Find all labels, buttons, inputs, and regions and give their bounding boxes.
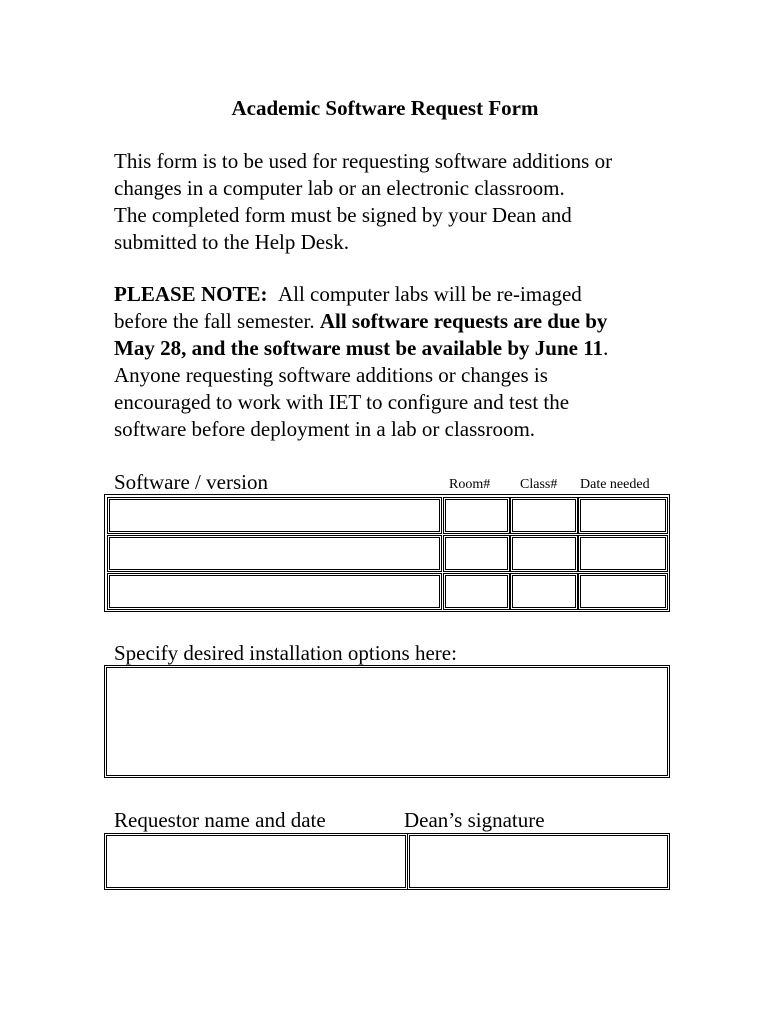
intro-line: submitted to the Help Desk. [114,230,350,254]
note-line: software before deployment in a lab or classroom. [114,417,536,441]
note-text: before the fall semester. [114,309,315,333]
date-needed-field[interactable] [578,497,668,534]
note-line: Anyone requesting software additions or changes is [114,363,548,387]
intro-line: The completed form must be signed by your Dean and [114,203,572,227]
date-needed-field[interactable] [578,573,668,610]
software-version-field[interactable] [107,573,442,610]
note-period: . [603,336,609,360]
note-line: encouraged to work with IET to configure and test the [114,390,570,414]
software-version-field[interactable] [107,497,442,534]
class-field[interactable] [510,535,578,572]
note-line [114,308,684,335]
note-deadline: May 28, and the software must be available by June 11 [114,336,604,360]
room-field[interactable] [443,497,510,534]
room-field[interactable] [443,573,510,610]
note-label: PLEASE NOTE: [114,282,268,306]
note-text: All computer labs will be re-imaged [277,282,582,306]
software-version-header: Software / version [114,470,268,494]
class-header: Class# [520,477,558,492]
installation-options-field[interactable] [104,665,670,778]
intro-line: This form is to be used for requesting software additions or [114,149,613,173]
dean-signature-field[interactable] [407,833,670,890]
class-field[interactable] [510,497,578,534]
intro-line: changes in a computer lab or an electronic classroom. [114,176,565,200]
software-version-field[interactable] [107,535,442,572]
room-field[interactable] [443,535,510,572]
form-title: Academic Software Request Form [231,96,539,120]
date-needed-field[interactable] [578,535,668,572]
note-deadline: All software requests are due by [319,309,608,333]
requestor-name-label: Requestor name and date [114,808,326,832]
installation-options-label: Specify desired installation options here: [114,641,457,665]
room-header: Room# [449,477,491,492]
note-line [114,281,684,308]
note-paragraph [114,281,684,443]
requestor-name-field[interactable] [104,833,408,890]
date-needed-header: Date needed [580,477,650,492]
dean-signature-label: Dean’s signature [404,808,545,832]
intro-paragraph [114,148,684,256]
class-field[interactable] [510,573,578,610]
note-line [114,335,684,362]
